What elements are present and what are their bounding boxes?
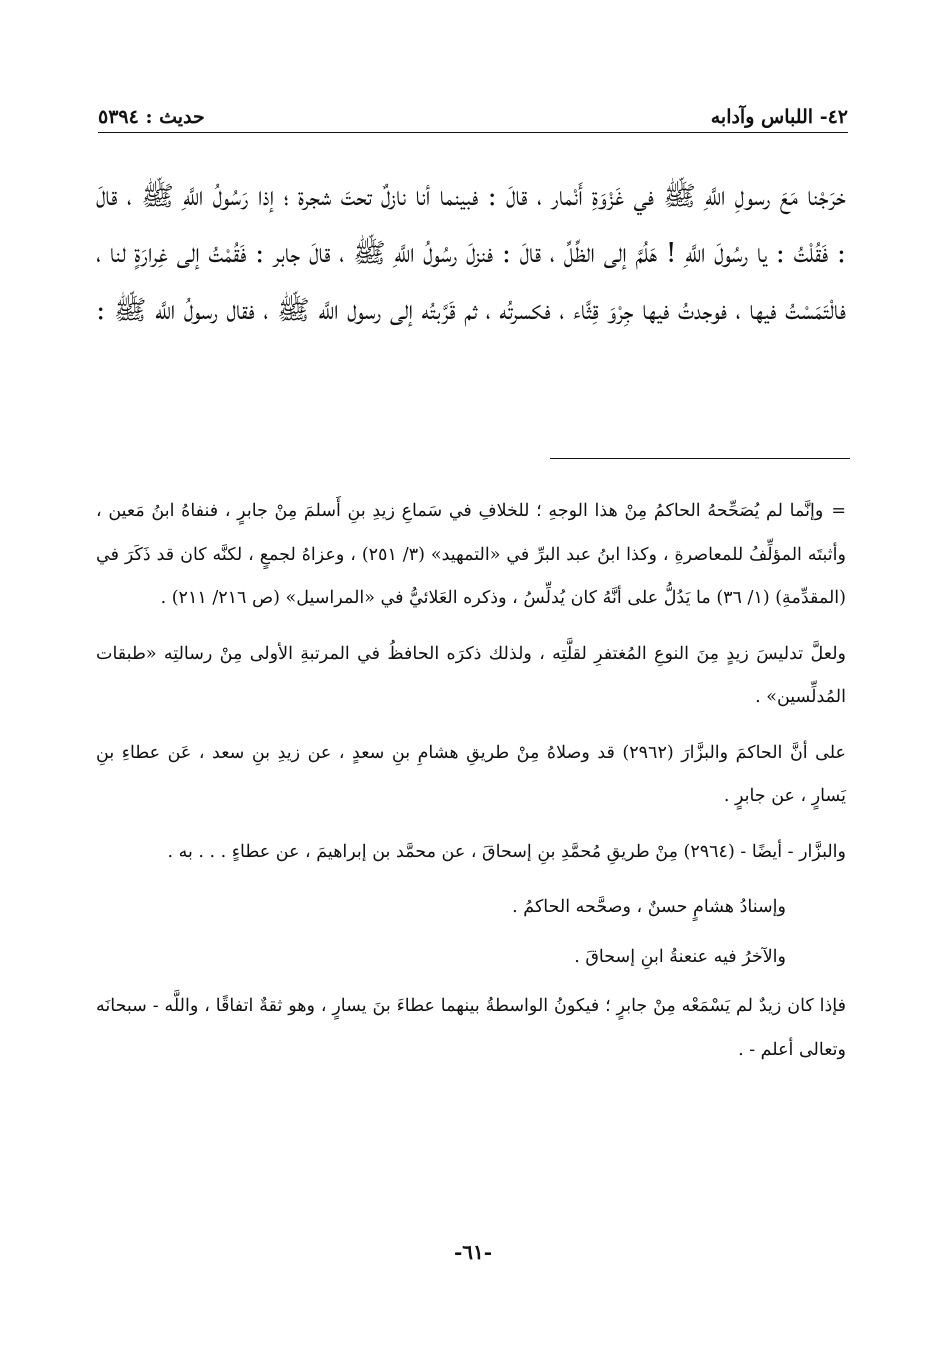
footnotes-block [96,490,846,1084]
continuation-mark: = [831,501,846,521]
footnote-paragraph-6: والآخرُ فيه عنعنةُ ابنِ إسحاقَ . [574,946,786,967]
footnote-paragraph-1 [96,490,846,621]
footnote-paragraph-4: والبزَّار - أيضًا - (٢٩٦٤) مِنْ طريقِ مُحمَّدِ بنِ إسحاقَ ، عن محمَّد بن إبراهيمَ ، عن عطاءٍ . . . به . [167,841,846,862]
header-rule [98,132,848,133]
running-header [98,88,848,128]
hadith-text-block [96,168,846,339]
chapter-title: ٤٢- اللباس وآدابه [710,106,848,128]
footnote-paragraph-5: وإسنادُ هشامٍ حسنٌ ، وصحَّحه الحاكمُ . [512,897,786,917]
footnote-paragraph-7: فإذا كان زيدٌ لم يَسْمَعْه مِنْ جابرٍ ؛ فيكونُ الواسطةُ بينهما عطاءَ بنَ يسارٍ ، وهو ثقةٌ اتفاقًا ، واللَّه - سبحانَه وتعالى أعلم - . [96,996,846,1060]
footnote-text-1: وإنَّما لم يُصَحِّحهُ الحاكمُ مِنْ هذا الوجهِ ؛ للخلافِ في سَماعِ زيدِ بنِ أَسلمَ مِنْ جابرٍ ، فنفاهُ ابنُ مَعين ، وأثبتَه المؤلِّفُ للمعاصرةِ ، وكذا ابنُ عبد البرِّ في «التمهيد» (٣/ ٢٥١) ، وعزاهُ لجمعٍ ، لكنَّه كان قد ذَكَرَ في (المقدِّمةِ) (١/ ٣٦) ما يَدُلُّ على أنَّهُ كان يُدلِّسُ ، وذكره العَلائيُّ في «المراسيل» (ص ٢١٦/ ٢١١) . [96,501,846,608]
hadith-reference: حديث : ٥٣٩٤ [98,106,205,128]
footnote-paragraph-2: ولعلَّ تدليسَ زيدٍ مِنَ النوعِ المُغتفرِ لقلَّتِه ، ولذلك ذكرَه الحافظُ في المرتبةِ الأولى مِنْ رسالتِه «طبقات المُدلِّسين» . [96,643,846,707]
footnote-separator [550,458,850,459]
page-number: -٦١- [453,1240,493,1264]
footnote-paragraph-3: على أنَّ الحاكمَ والبزَّارَ (٢٩٦٢) قد وصلاهُ مِنْ طريقِ هشامِ بنِ سعدٍ ، عن زيدِ بنِ سعد ، عَن عطاءِ بنِ يَسارٍ ، عن جابرٍ . [96,742,847,806]
hadith-text: خرَجْنا مَعَ رسولِ اللَّهِ ﷺ في غَزْوَةِ أَنْمار ، قالَ : فبينما أنا نازلٌ تحتَ شجرة ؛ إذا رَسُولُ اللَّهِ ﷺ ، قالَ : فَقُلْتُ : يا رسُولَ اللَّهِ ! هَلُمَّ إلى الظِّلِّ ، قالَ : فنزلَ رسُولُ اللَّهِ ﷺ ، قالَ جابر : فَقُمْتُ إلى غِرارَةٍ لنا ، فالْتَمَسْتُ فيها ، فوجدتُ فيها جِرْوَ قِثَّاء ، فكسرتُه ، ثم قَرَّبتُه إلى رسول اللَّه ﷺ ، فقال رسولُ اللَّه ﷺ : [96,181,846,326]
